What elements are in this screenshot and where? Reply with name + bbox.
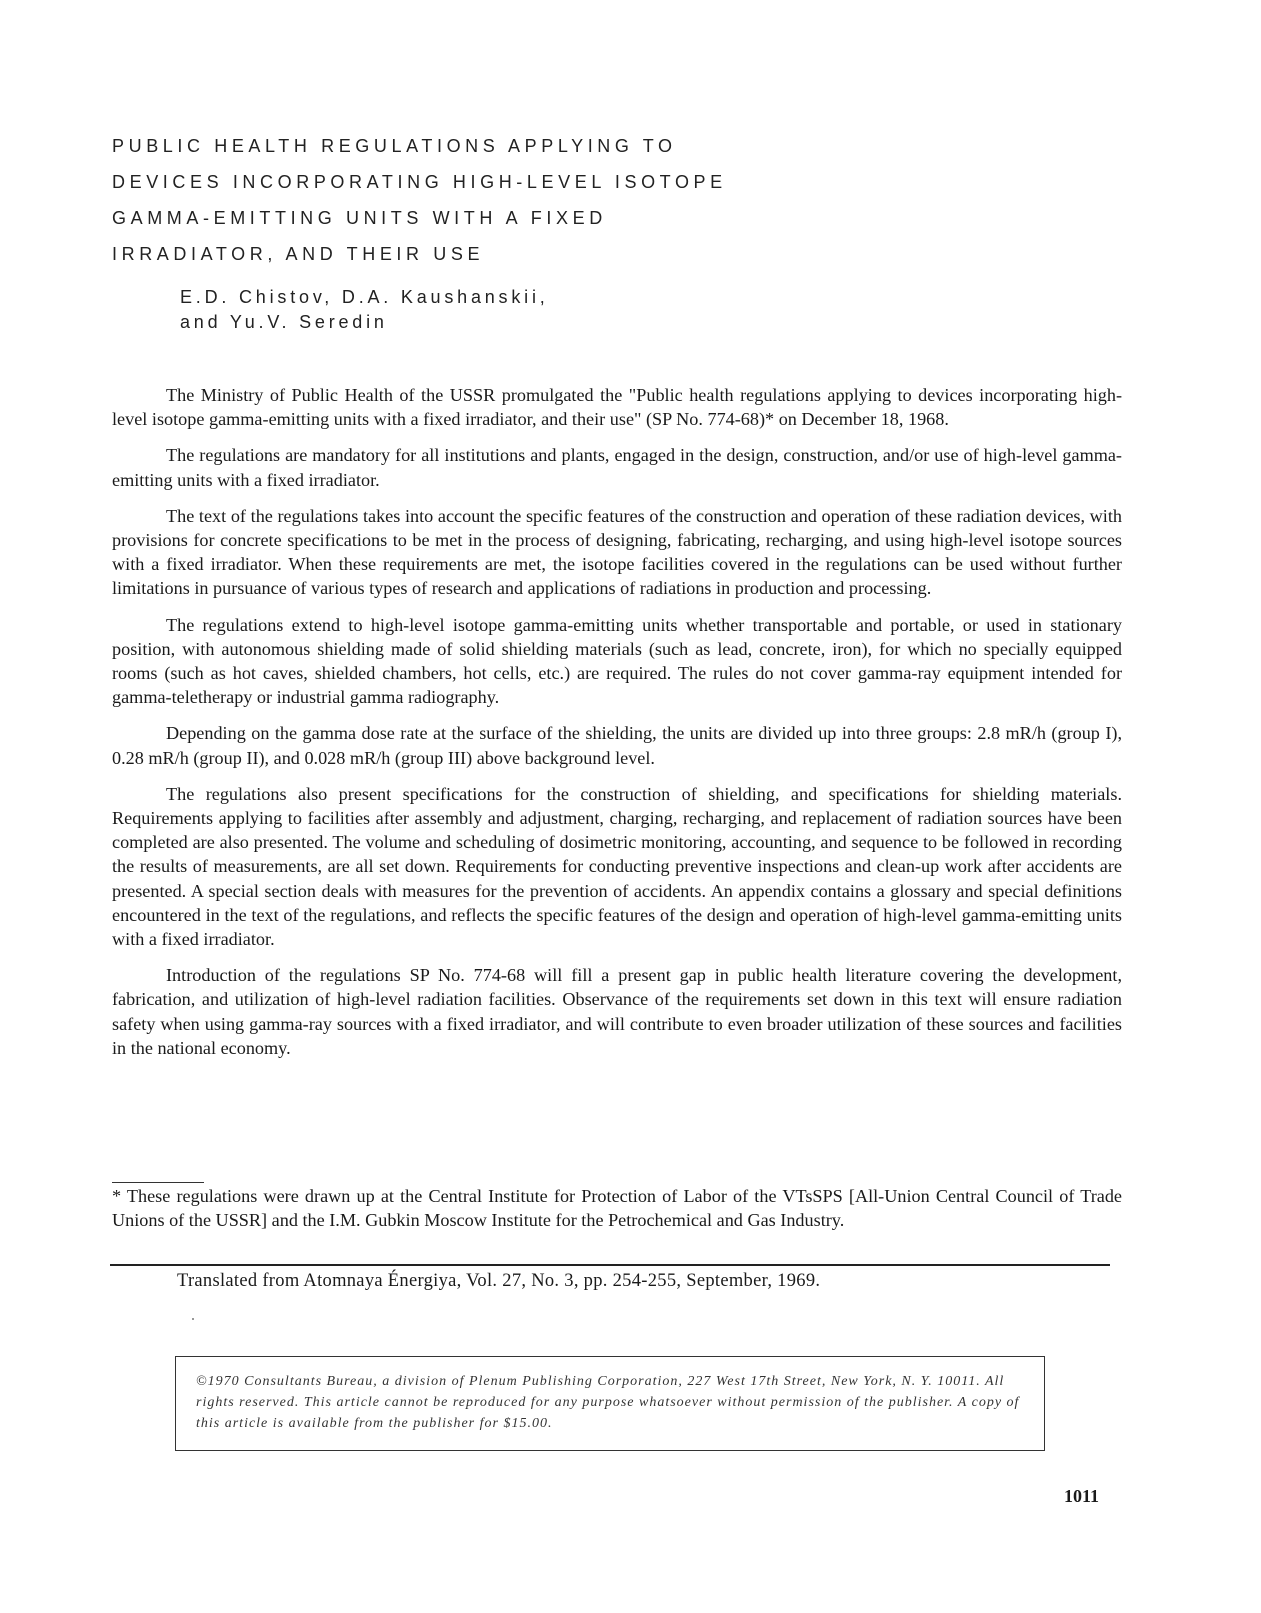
body-paragraph: Introduction of the regulations SP No. 774-68 will fill a present gap in public health literature covering the development, fabrication, and utilization of high-level radiation facilities. Observance of the requirements set down in this text will ensure radiation safety when using gamma-ray sources with a fixed irradiator, and will contribute to even broader utilization of these sources and facilities in the national economy. — [112, 965, 1122, 1058]
body-paragraph: The regulations also present specifications for the construction of shielding, and specifications for shielding materials. Requirements applying to facilities after assembly and adjustment, charging, recharging, and replacement of radiation sources have been completed are also presented. The volume and scheduling of dosimetric monitoring, accounting, and sequence to be followed in recording the results of measurements, are all set down. Requirements for conducting preventive inspections and clean-up work after accidents are presented. A special section deals with measures for the prevention of accidents. An appendix contains a glossary and special definitions encountered in the text of the regulations, and reflects the specific features of the design and operation of high-level gamma-emitting units with a fixed irradiator. — [112, 783, 1122, 950]
article-title — [112, 128, 872, 272]
translation-source: Translated from Atomnaya Énergiya, Vol. 27, No. 3, pp. 254-255, September, 1969. — [177, 1271, 821, 1291]
title-line: GAMMA-EMITTING UNITS WITH A FIXED — [112, 208, 607, 228]
body-paragraph: The text of the regulations takes into account the specific features of the construction and operation of these radiation devices, with provisions for concrete specifications to be met in the process of designing, fabricating, recharging, and using high-level isotope sources with a fixed irradiator. When these requirements are met, the isotope facilities covered in the regulations can be used without further limitations in pursuance of various types of research and applications of radiations in production and processing. — [112, 505, 1122, 599]
title-line: DEVICES INCORPORATING HIGH-LEVEL ISOTOPE — [112, 172, 727, 192]
section-divider — [110, 1264, 1110, 1266]
footnote: * These regulations were drawn up at the Central Institute for Protection of Labor of the VTsSPS [All-Union Central Council of Trade Unions of the USSR] and the I.M. Gubkin Moscow Institute for the Petrochemical and Gas Industry. — [112, 1186, 1122, 1231]
body-paragraph: The regulations are mandatory for all institutions and plants, engaged in the design, construction, and/or use of high-level gamma-emitting units with a fixed irradiator. — [112, 445, 1122, 490]
title-line: PUBLIC HEALTH REGULATIONS APPLYING TO — [112, 136, 677, 156]
author-line: and Yu.V. Seredin — [180, 312, 388, 332]
copyright-notice — [175, 1356, 1045, 1451]
footnote-divider — [112, 1182, 204, 1183]
body-paragraph: The Ministry of Public Health of the USSR promulgated the "Public health regulations applying to devices incorporating high-level isotope gamma-emitting units with a fixed irradiator, and their use" (SP No. 774-68)* on December 18, 1968. — [112, 385, 1122, 430]
copyright-text: ©1970 Consultants Bureau, a division of Plenum Publishing Corporation, 227 West 17th Street, New York, N. Y. 10011. All rights reserved. This article cannot be reproduced for any purpose whatsoever without permission of the publisher. A copy of this article is available from the publisher for $15.00. — [196, 1374, 1020, 1431]
page-number: 1011 — [1064, 1486, 1100, 1506]
article-body — [112, 383, 1122, 1072]
author-line: E.D. Chistov, D.A. Kaushanskii, — [180, 287, 549, 307]
body-paragraph: The regulations extend to high-level isotope gamma-emitting units whether transportable and portable, or used in stationary position, with autonomous shielding made of solid shielding materials (such as lead, concrete, iron), for which no specially equipped rooms (such as hot caves, shielded chambers, hot cells, etc.) are required. The rules do not cover gamma-ray equipment intended for gamma-teletherapy or industrial gamma radiography. — [112, 614, 1122, 708]
title-line: IRRADIATOR, AND THEIR USE — [112, 244, 485, 264]
scan-speck — [192, 1318, 194, 1320]
author-list — [180, 285, 780, 335]
body-paragraph: Depending on the gamma dose rate at the surface of the shielding, the units are divided up into three groups: 2.8 mR/h (group I), 0.28 mR/h (group II), and 0.028 mR/h (group III) above background level. — [112, 723, 1122, 768]
